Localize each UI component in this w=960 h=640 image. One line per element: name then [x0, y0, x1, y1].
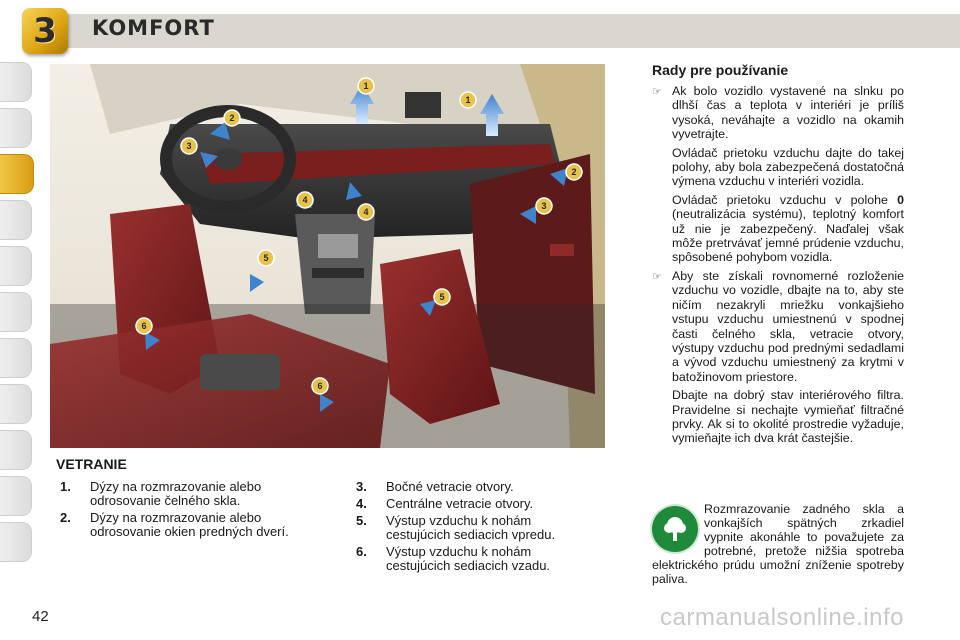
item-text: Dýzy na rozmrazovanie alebo odrosovanie čelného skla. — [90, 479, 262, 508]
tree-icon — [652, 506, 698, 552]
tips-list — [652, 84, 904, 450]
tip-text: Ovládač prietoku vzduchu v polohe — [672, 192, 888, 207]
chapter-tab[interactable] — [0, 292, 32, 332]
item-number: 6. — [356, 544, 367, 559]
chapter-title: KOMFORT — [92, 16, 215, 40]
tips-heading: Rady pre používanie — [652, 62, 789, 78]
chapter-tab[interactable] — [0, 246, 32, 286]
callout-label: 5 — [263, 253, 269, 263]
callout-label: 4 — [363, 207, 369, 217]
chapter-tab[interactable] — [0, 430, 32, 470]
chapter-tab[interactable] — [0, 338, 32, 378]
item-text: Výstup vzduchu k nohám cestujúcich sediacich vpredu. — [386, 513, 556, 542]
chapter-tab[interactable] — [0, 522, 32, 562]
neutral-position-value: 0 — [897, 192, 904, 207]
tip-paragraph: Dbajte na dobrý stav interiérového filtra. Pravidelne si nechajte vymieňať filtračné prvky. Ak si to okolité prostredie vyžaduje, vymieňajte ich dva krát častejšie. — [672, 388, 904, 446]
ventilation-list-right — [356, 480, 596, 576]
callout-label: 2 — [229, 113, 235, 123]
ventilation-list-left — [60, 480, 300, 542]
cabin-drawing — [50, 64, 605, 448]
ventilation-item — [60, 511, 300, 539]
ventilation-item — [356, 514, 596, 542]
eco-note — [652, 502, 904, 586]
item-number: 1. — [60, 479, 71, 494]
callout-label: 2 — [571, 167, 577, 177]
item-number: 3. — [356, 479, 367, 494]
callout-label: 3 — [541, 201, 547, 211]
callout-label: 1 — [465, 95, 471, 105]
cabin-ventilation-illustration — [50, 64, 605, 448]
ventilation-item — [356, 480, 596, 494]
item-number: 4. — [356, 496, 367, 511]
tip-text: (neutralizácia systému), teplotný komfort už nie je zabezpečený. Naďalej však môže pretrvávať jemné prúdenie vzduchu, spôsobené pohybom vozidla. — [672, 207, 904, 265]
eco-note-text: Rozmrazovanie zadného skla a vonkajších spätných zrkadiel vypnite akonáhle to považujete za potrebné, pretože nižšia spotreba elektrického prúdu umožní zníženie spotreby paliva. — [652, 502, 904, 586]
chapter-tab[interactable] — [0, 384, 32, 424]
item-text: Výstup vzduchu k nohám cestujúcich sediacich vzadu. — [386, 544, 551, 573]
tip-paragraph — [672, 193, 904, 265]
item-text: Dýzy na rozmrazovanie alebo odrosovanie okien predných dverí. — [90, 510, 289, 539]
ventilation-item — [356, 497, 596, 511]
tip-paragraph: Ovládač prietoku vzduchu dajte do takej polohy, aby bola zabezpečená dostatočná výmena vzduchu v interiéri vozidla. — [672, 145, 904, 189]
tip-item — [652, 269, 904, 446]
tip-paragraph: Ak bolo vozidlo vystavené na slnku po dlhší čas a teplota v interiéri je príliš vysoká, neváhajte a vozidlo na okamih vyvetrajte. — [672, 84, 904, 142]
item-number: 2. — [60, 510, 71, 525]
item-text: Centrálne vetracie otvory. — [386, 496, 534, 511]
chapter-tabs — [0, 62, 36, 582]
page-number: 42 — [32, 608, 49, 625]
ventilation-item — [60, 480, 300, 508]
pointing-hand-icon: ☞ — [652, 86, 662, 98]
chapter-tab-active[interactable] — [0, 154, 34, 194]
callout-label: 3 — [186, 141, 192, 151]
pointing-hand-icon: ☞ — [652, 270, 662, 283]
chapter-number: 3 — [33, 11, 57, 51]
callout-label: 1 — [363, 81, 369, 91]
tip-item — [652, 84, 904, 265]
chapter-tab[interactable] — [0, 200, 32, 240]
chapter-tab[interactable] — [0, 476, 32, 516]
item-text: Bočné vetracie otvory. — [386, 479, 514, 494]
chapter-tab[interactable] — [0, 62, 32, 102]
ventilation-item — [356, 545, 596, 573]
ventilation-heading: VETRANIE — [56, 456, 127, 472]
chapter-tab[interactable] — [0, 108, 32, 148]
callout-label: 6 — [317, 381, 323, 391]
callout-label: 6 — [141, 321, 147, 331]
page-header — [0, 0, 960, 60]
watermark: carmanualsonline.info — [660, 604, 904, 631]
chapter-badge — [22, 8, 68, 54]
tip-paragraph: Aby ste získali rovnomerné rozloženie vzduchu vo vozidle, dbajte na to, aby ste ničím nezakryli mriežku vonkajšieho vstupu vzduchu umiestnenú v spodnej časti čelného skla, vetracie otvory, výstupy vzduchu pod prednými sedadlami a vývod vzduchu umiestnený za krytmi v batožinovom priestore. — [672, 268, 904, 384]
callout-label: 4 — [302, 195, 308, 205]
callout-label: 5 — [439, 292, 445, 302]
item-number: 5. — [356, 513, 367, 528]
